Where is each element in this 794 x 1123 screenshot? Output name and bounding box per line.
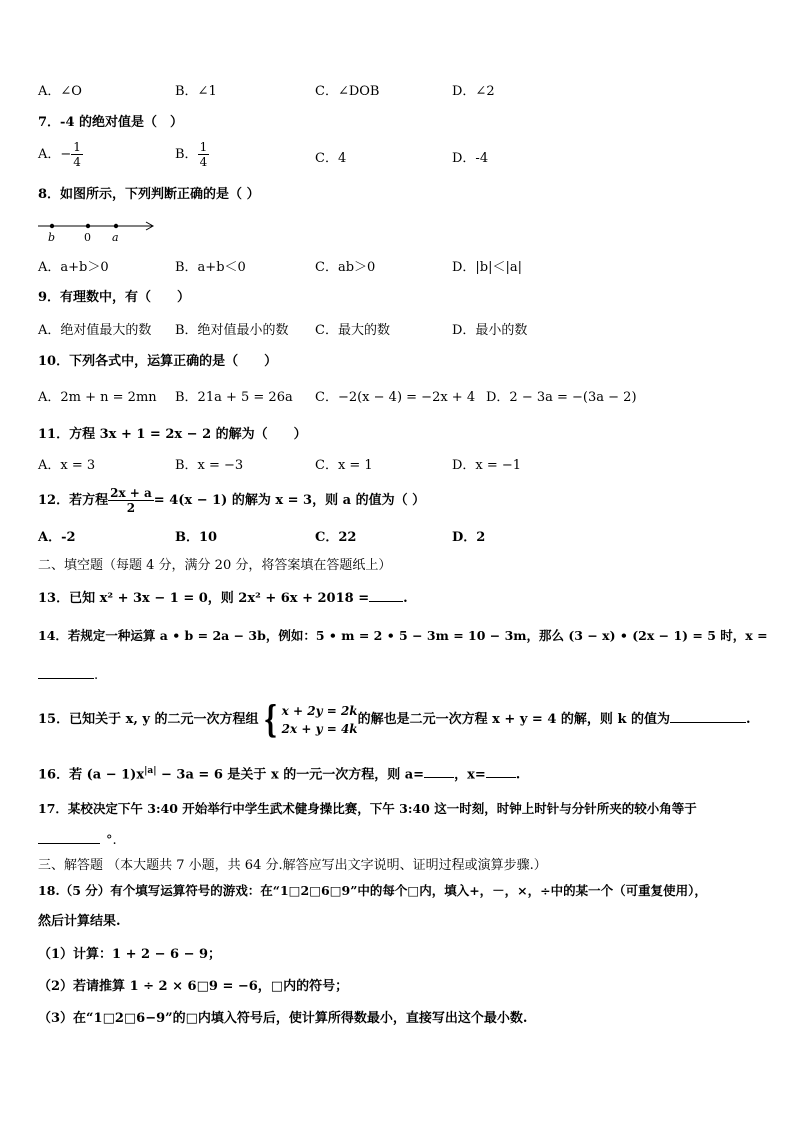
q12-frac-den: 2: [126, 501, 136, 515]
q8-option-a: A．a+b＞0: [38, 260, 109, 275]
q15-answer-blank[interactable]: [670, 710, 746, 723]
q7-a-den: 4: [73, 155, 81, 169]
number-line-label-0: 0: [84, 231, 91, 244]
q14-answer-blank[interactable]: [38, 666, 94, 679]
number-line-figure: [36, 216, 160, 244]
q12-fraction: [108, 486, 154, 515]
q11-option-c: C．x = 1: [315, 458, 373, 473]
q7-b-fraction: [198, 140, 210, 169]
q18-part2: （2）若请推算 1 ÷ 2 × 6□9 = −6，□内的符号；: [38, 979, 349, 994]
q6-option-d: D．∠2: [452, 84, 495, 99]
q13-text: 13．已知 x² + 3x − 1 = 0，则 2x² + 6x + 2018 =: [38, 591, 370, 606]
q15: 15．已知关于 x, y 的二元一次方程组 { x + 2y = 2k 2x + y = 4k 的解也是二元一次方程 x + y = 4 的解，则 k 的值为 .: [38, 698, 751, 741]
q12-frac-num: 2x + a: [110, 486, 152, 500]
q15-pre: 15．已知关于 x, y 的二元一次方程组: [38, 712, 259, 727]
q7-b-den: 4: [199, 155, 208, 169]
q13-answer-blank[interactable]: [369, 589, 403, 602]
q16-mid2: ，x=: [454, 767, 486, 783]
q12-stem-mid: = 4(x − 1) 的解为 x = 3，则 a 的值为（ ）: [153, 493, 426, 508]
q10-stem: 10．下列各式中，运算正确的是（ ）: [38, 354, 278, 369]
q11-option-a: A．x = 3: [38, 458, 96, 473]
q16-tail: .: [515, 767, 521, 783]
q9-option-d: D．最小的数: [452, 323, 528, 338]
q17-answer-line: [38, 831, 117, 850]
q7-a-num: 1: [73, 140, 81, 154]
q10-option-b: B．21a + 5 = 26a: [175, 390, 293, 405]
q16-mid: − 3a = 6 是关于 x 的一元一次方程，则 a=: [156, 767, 425, 783]
q18-part1: （1）计算：1 + 2 − 6 − 9；: [38, 947, 222, 962]
q11-option-d: D．x = −1: [452, 458, 522, 473]
q8-stem: 8．如图所示，下列判断正确的是（ ）: [38, 187, 260, 202]
number-line-label-a: a: [112, 231, 119, 244]
section-2-heading: 二、填空题（每题 4 分，满分 20 分，将答案填在答题纸上）: [38, 558, 392, 573]
q16-pre: 16．若 (a − 1)x: [38, 767, 145, 783]
q18-line2: 然后计算结果.: [38, 914, 121, 929]
q10-option-a: A．2m + n = 2mn: [38, 390, 157, 405]
q7-a-fraction: [71, 140, 83, 169]
q7-b-prefix: B．: [175, 147, 198, 162]
q9-option-b: B．绝对值最小的数: [175, 323, 289, 338]
q11-option-b: B．x = −3: [175, 458, 244, 473]
q8-option-c: C．ab＞0: [315, 260, 376, 275]
q9-option-c: C．最大的数: [315, 323, 390, 338]
q7-option-b: [175, 140, 209, 169]
q6-option-c: C．∠DOB: [315, 84, 380, 99]
q16-exponent: |a|: [144, 766, 157, 776]
q12-option-b: B．10: [175, 530, 218, 545]
q7-a-prefix: A．: [38, 147, 61, 162]
q17-tail: °.: [106, 833, 117, 848]
q7-b-num: 1: [199, 140, 208, 154]
q14-text: 14．若规定一种运算 a • b = 2a − 3b，例如：5 • m = 2 • 5 − 3m = 10 − 3m，那么 (3 − x) • (2x − 1) = 5 时，x =: [38, 628, 768, 643]
q6-option-b: B．∠1: [175, 84, 217, 99]
q15-eq2: 2x + y = 4k: [281, 721, 358, 736]
q10-option-c: C．−2(x − 4) = −2x + 4: [315, 390, 476, 405]
q15-eq1: x + 2y = 2k: [281, 703, 358, 718]
q18-line1: 18.（5 分）有个填写运算符号的游戏：在“1□2□6□9”中的每个□内，填入+，－，×，÷中的某一个（可重复使用），: [38, 883, 707, 898]
q18-part3: （3）在“1□2□6−9”的□内填入符号后，使计算所得数最小，直接写出这个最小数.: [38, 1011, 528, 1026]
q14-answer-line: [38, 666, 98, 685]
q16-answer-x-blank[interactable]: [486, 765, 516, 778]
q11-stem: 11．方程 3x + 1 = 2x − 2 的解为（ ）: [38, 427, 307, 442]
q12-option-c: C．22: [315, 530, 357, 545]
q13: 13．已知 x² + 3x − 1 = 0，则 2x² + 6x + 2018 = .: [38, 591, 408, 606]
number-line-label-b: b: [48, 231, 56, 244]
q8-option-b: B．a+b＜0: [175, 260, 246, 275]
q9-stem: 9．有理数中，有（ ）: [38, 290, 191, 305]
q17-line1: 17．某校决定下午 3:40 开始举行中学生武术健身操比赛，下午 3:40 这一时刻，时钟上时针与分针所夹的较小角等于: [38, 801, 697, 816]
q15-post: 的解也是二元一次方程 x + y = 4 的解，则 k 的值为: [357, 712, 670, 727]
q10-option-d: D．2 − 3a = −(3a − 2): [486, 390, 637, 405]
q17-answer-blank[interactable]: [38, 831, 100, 844]
q14-tail: .: [94, 668, 99, 683]
section-3-heading: 三、解答题 （本大题共 7 小题，共 64 分.解答应写出文字说明、证明过程或演算步骤.）: [38, 858, 547, 873]
q7-stem: 7．-4 的绝对值是（ ）: [38, 115, 184, 130]
q12-stem-pre: 12．若方程: [38, 493, 109, 508]
q7-a-sign: −: [60, 147, 72, 162]
q6-option-a: A．∠O: [38, 84, 82, 99]
q16-answer-a-blank[interactable]: [424, 765, 454, 778]
q12-option-a: A．-2: [38, 530, 76, 545]
q16: [38, 762, 520, 784]
q7-option-d: D．-4: [452, 151, 489, 166]
q7-option-c: C．4: [315, 151, 347, 166]
q15-system: [282, 702, 358, 738]
q12-option-d: D．2: [452, 530, 486, 545]
q9-option-a: A．绝对值最大的数: [38, 323, 152, 338]
q12-stem: [38, 486, 425, 515]
q8-option-d: D．|b|＜|a|: [452, 260, 523, 275]
q15-brace: {: [263, 698, 278, 741]
q7-option-a: [38, 140, 83, 169]
